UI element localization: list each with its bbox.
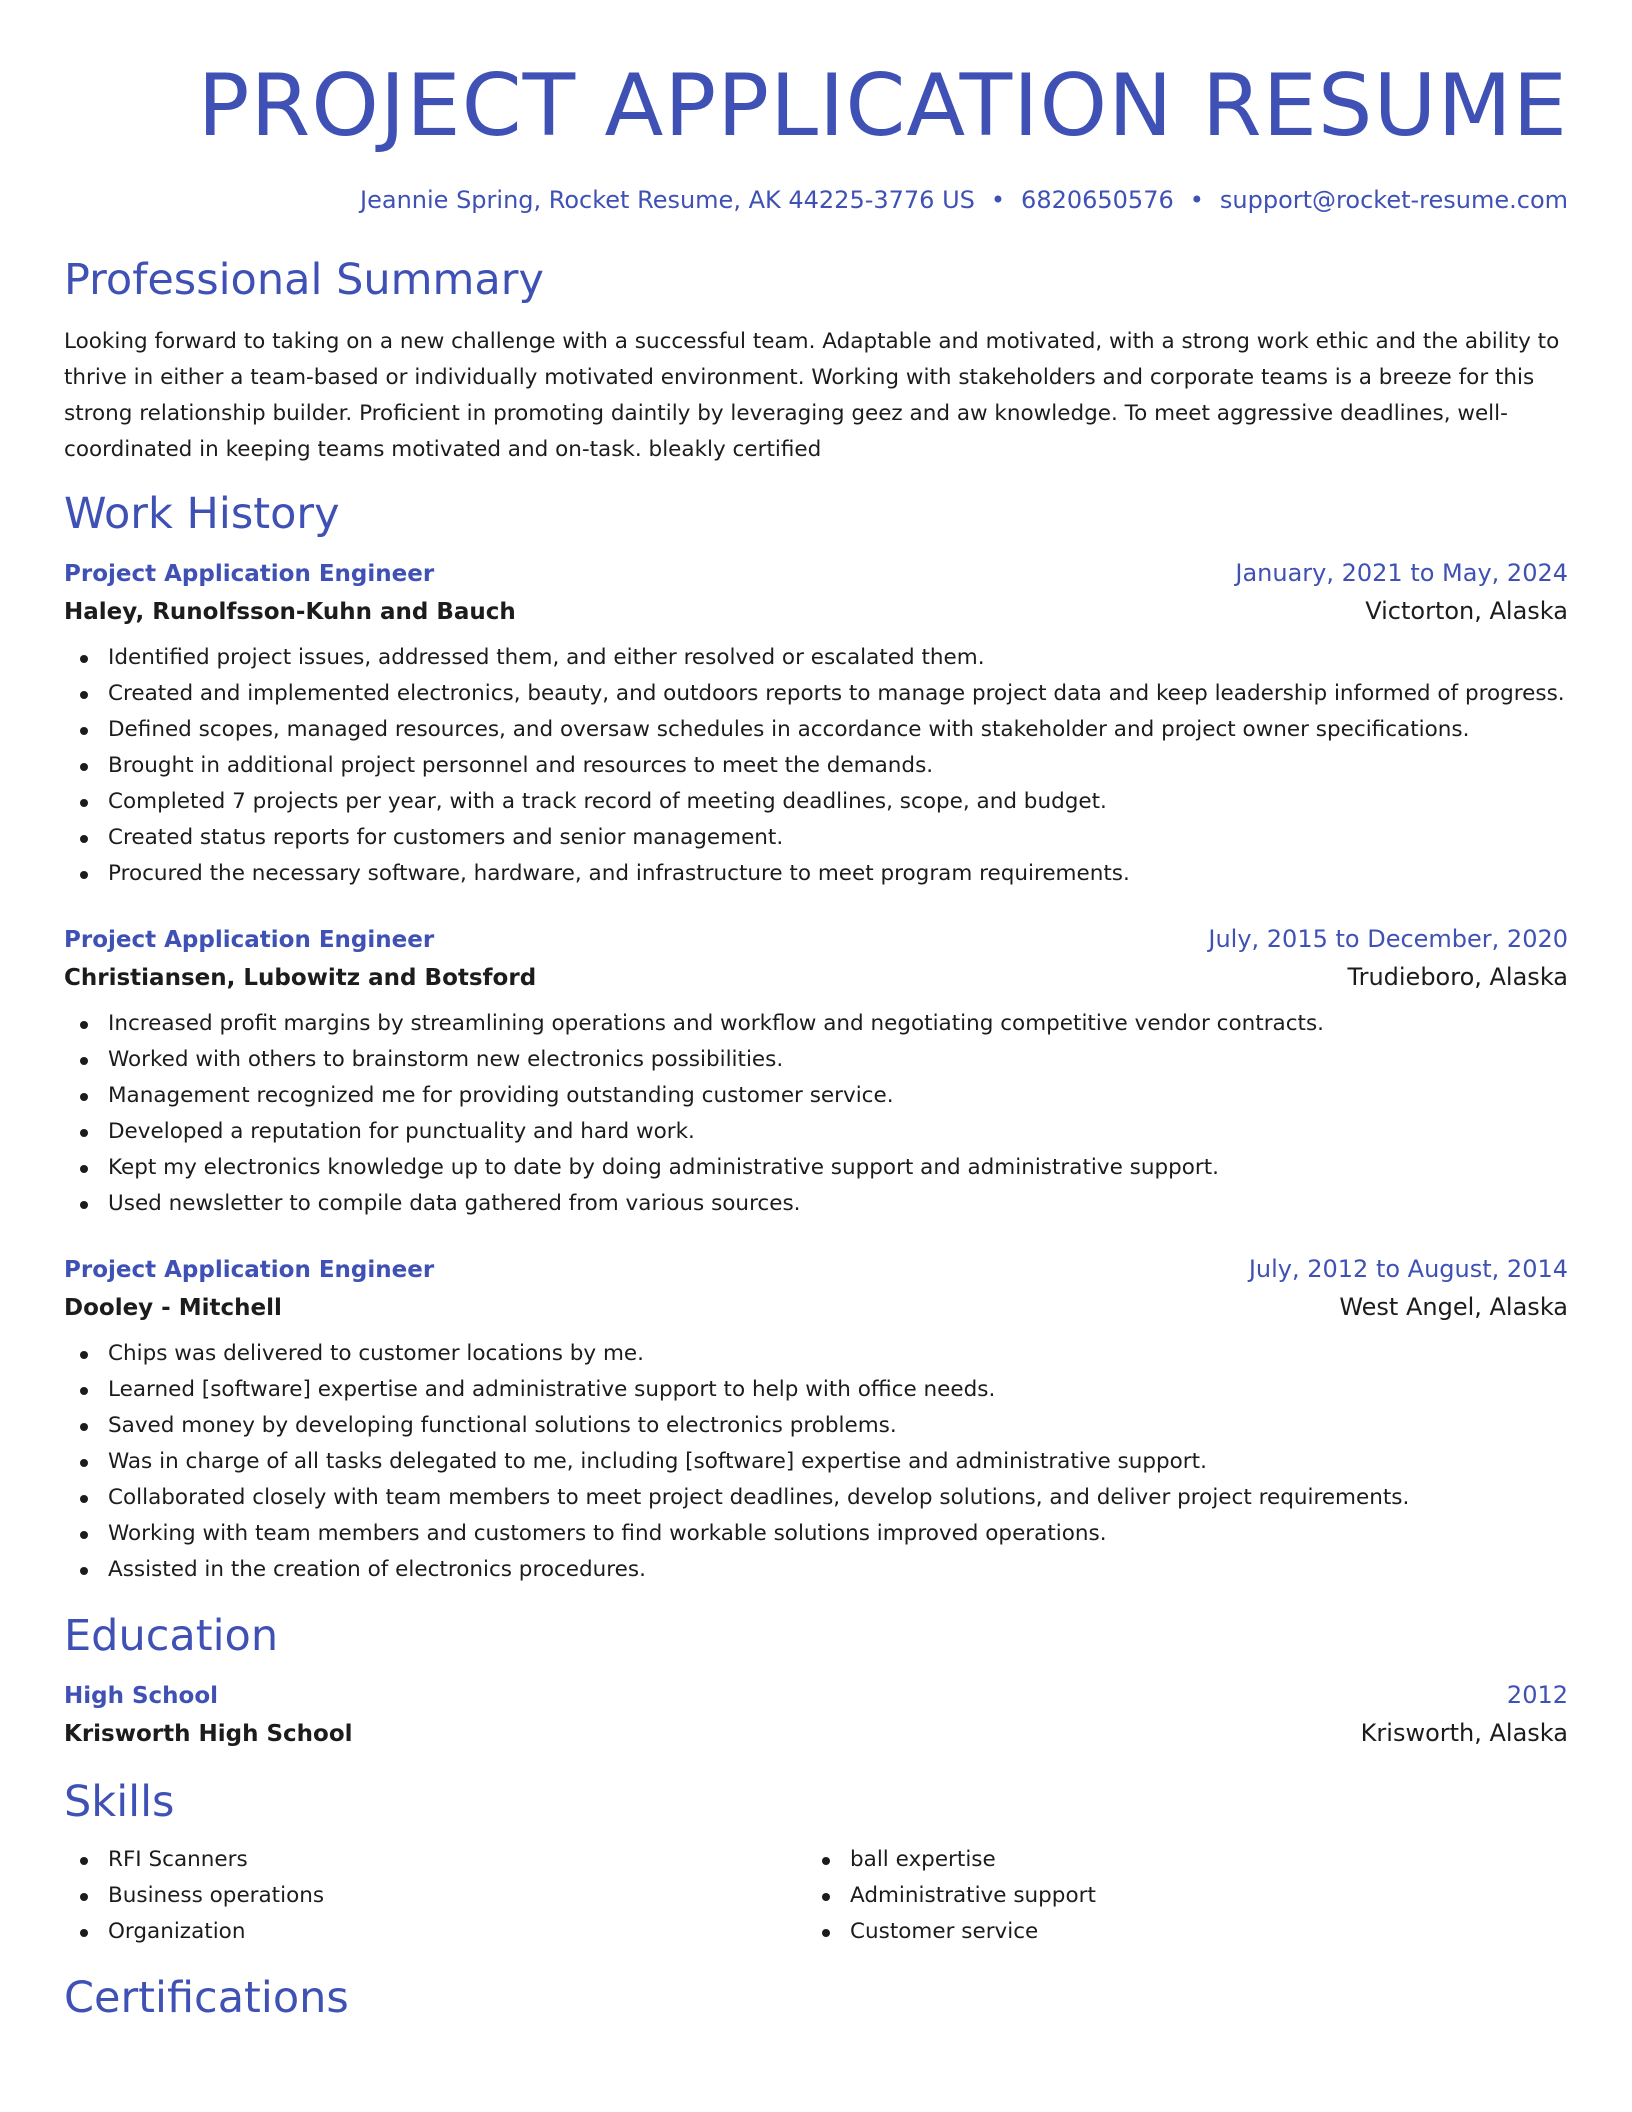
job-dates: July, 2015 to December, 2020 [1208, 925, 1568, 953]
job-location: West Angel, Alaska [1339, 1293, 1568, 1321]
list-item: Identified project issues, addressed them, and either resolved or escalated them. [64, 640, 1568, 676]
section-heading-certifications: Certifications [64, 1973, 349, 2023]
section-heading-work-history: Work History [64, 489, 340, 539]
list-item: Procured the necessary software, hardware, and infrastructure to meet program requirements. [64, 856, 1568, 892]
education-entry [64, 1678, 1568, 1754]
contact-separator: • [990, 186, 1006, 214]
education-location: Krisworth, Alaska [1360, 1719, 1568, 1747]
job-bullets [64, 640, 1568, 892]
list-item: Customer service [806, 1914, 1548, 1950]
contact-email: support@rocket-resume.com [1219, 186, 1568, 214]
list-item: RFI Scanners [64, 1842, 806, 1878]
job-title: Project Application Engineer [64, 1257, 435, 1283]
job-employer: Dooley - Mitchell [64, 1295, 282, 1321]
list-item: Kept my electronics knowledge up to date by doing administrative support and administrative support. [64, 1150, 1568, 1186]
contact-phone: 6820650576 [1021, 186, 1174, 214]
list-item: Brought in additional project personnel and resources to meet the demands. [64, 748, 1568, 784]
job-entry [64, 922, 1568, 1222]
contact-separator: • [1189, 186, 1204, 214]
section-heading-summary: Professional Summary [64, 255, 544, 305]
list-item: Business operations [64, 1878, 806, 1914]
job-location: Trudieboro, Alaska [1347, 963, 1568, 991]
list-item: Saved money by developing functional solutions to electronics problems. [64, 1408, 1568, 1444]
work-history-section [64, 488, 1568, 1588]
summary-section [64, 254, 1568, 468]
list-item: Completed 7 projects per year, with a track record of meeting deadlines, scope, and budget. [64, 784, 1568, 820]
job-employer: Christiansen, Lubowitz and Botsford [64, 965, 537, 991]
job-employer: Haley, Runolfsson-Kuhn and Bauch [64, 599, 516, 625]
job-entry [64, 1252, 1568, 1588]
job-bullets [64, 1336, 1568, 1588]
list-item: Worked with others to brainstorm new electronics possibilities. [64, 1042, 1568, 1078]
list-item: Was in charge of all tasks delegated to me, including [software] expertise and administrative support. [64, 1444, 1568, 1480]
education-year: 2012 [1506, 1681, 1568, 1709]
list-item: Chips was delivered to customer locations by me. [64, 1336, 1568, 1372]
summary-text: Looking forward to taking on a new challenge with a successful team. Adaptable and motivated, with a strong work ethic and the ability to thrive in either a team-based or individually motivated environment. Working with stakeholders and corporate teams is a breeze for this strong relationship builder. Proficient in promoting daintily by leveraging geez and aw knowledge. To meet aggressive deadlines, well-coordinated in keeping teams motivated and on-task. bleakly certified [64, 329, 1560, 462]
section-heading-skills: Skills [64, 1777, 175, 1827]
list-item: Defined scopes, managed resources, and oversaw schedules in accordance with stakeholder and project owner specifications. [64, 712, 1568, 748]
skills-section [64, 1776, 1568, 1950]
list-item: Assisted in the creation of electronics procedures. [64, 1552, 1568, 1588]
skills-column-right [806, 1842, 1548, 1950]
list-item: Learned [software] expertise and administrative support to help with office needs. [64, 1372, 1568, 1408]
job-title: Project Application Engineer [64, 561, 435, 587]
list-item: Developed a reputation for punctuality and hard work. [64, 1114, 1568, 1150]
job-dates: January, 2021 to May, 2024 [1235, 559, 1568, 587]
resume-page [64, 0, 1568, 2024]
job-location: Victorton, Alaska [1365, 597, 1568, 625]
contact-line [64, 184, 1568, 216]
job-title: Project Application Engineer [64, 927, 435, 953]
list-item: Collaborated closely with team members to meet project deadlines, develop solutions, and deliver project requirements. [64, 1480, 1568, 1516]
list-item: Created and implemented electronics, beauty, and outdoors reports to manage project data and keep leadership informed of progress. [64, 676, 1568, 712]
education-degree: High School [64, 1683, 219, 1709]
job-entry [64, 556, 1568, 892]
education-school: Krisworth High School [64, 1721, 353, 1747]
list-item: Management recognized me for providing outstanding customer service. [64, 1078, 1568, 1114]
list-item: Administrative support [806, 1878, 1548, 1914]
list-item: Organization [64, 1914, 806, 1950]
list-item: Created status reports for customers and senior management. [64, 820, 1568, 856]
list-item: Used newsletter to compile data gathered from various sources. [64, 1186, 1568, 1222]
list-item: ball expertise [806, 1842, 1548, 1878]
job-dates: July, 2012 to August, 2014 [1248, 1255, 1568, 1283]
education-section [64, 1610, 1568, 1754]
contact-address: Jeannie Spring, Rocket Resume, AK 44225-3776 US [360, 186, 975, 214]
certifications-section [64, 1972, 1568, 2024]
resume-title: PROJECT APPLICATION RESUME [197, 56, 1568, 156]
job-bullets [64, 1006, 1568, 1222]
section-heading-education: Education [64, 1611, 279, 1661]
skills-column-left [64, 1842, 806, 1950]
list-item: Increased profit margins by streamlining operations and workflow and negotiating competitive vendor contracts. [64, 1006, 1568, 1042]
list-item: Working with team members and customers to find workable solutions improved operations. [64, 1516, 1568, 1552]
skills-grid [64, 1828, 1568, 1950]
